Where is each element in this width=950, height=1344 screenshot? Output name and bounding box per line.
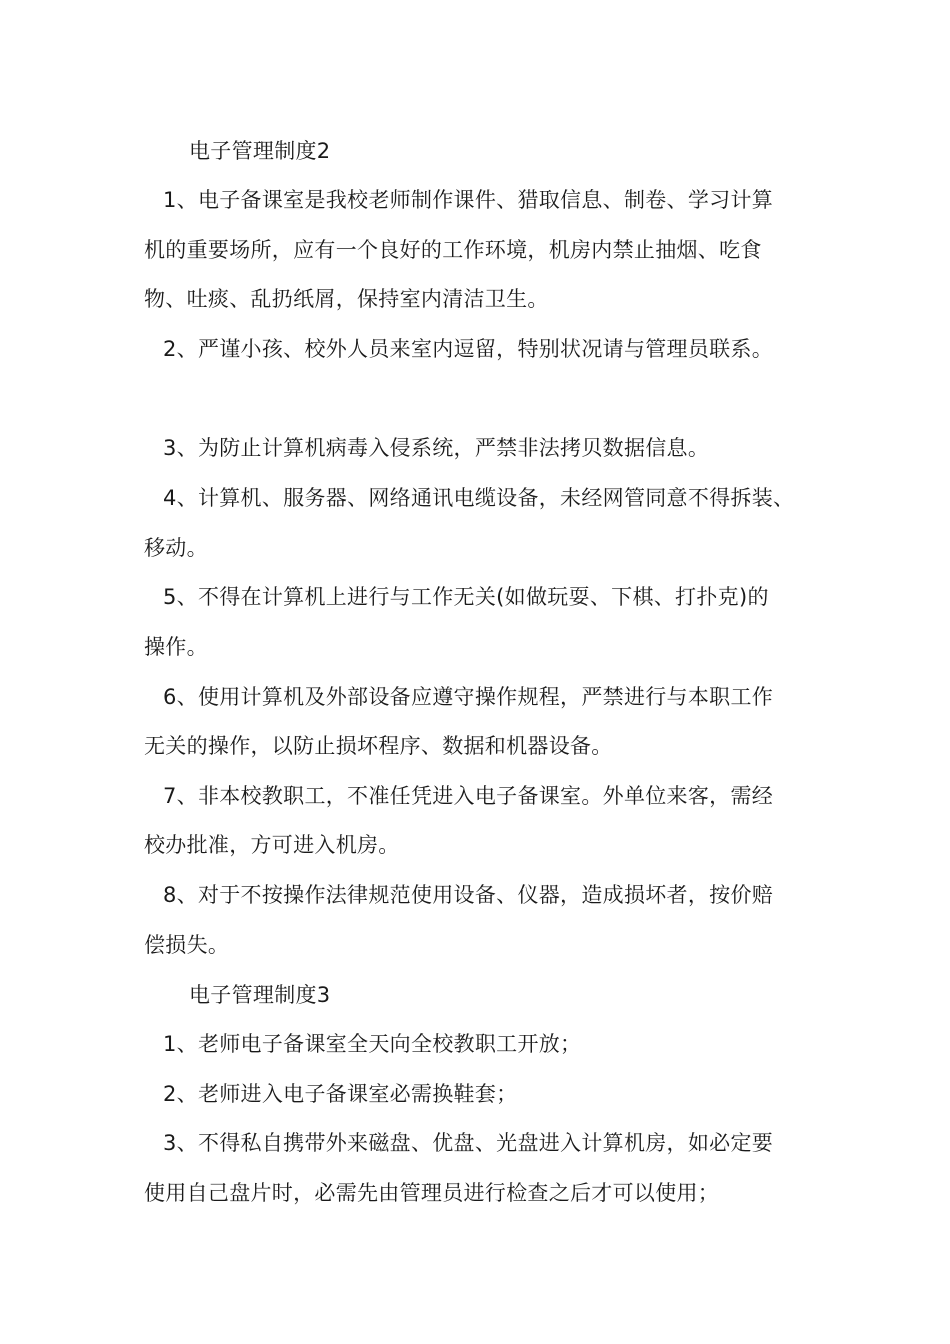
rule-3-1-line-1: 1、老师电子备课室全天向全校教职工开放；	[163, 1032, 582, 1056]
rule-2-4-line-2: 移动。	[144, 536, 208, 560]
rule-3-3-line-2: 使用自己盘片时，必需先由管理员进行检查之后才可以使用；	[144, 1181, 720, 1205]
rule-2-8-line-2: 偿损失。	[144, 933, 230, 957]
rule-2-1-line-2: 机的重要场所，应有一个良好的工作环境，机房内禁止抽烟、吃食	[144, 238, 762, 262]
rule-3-3-line-1: 3、不得私自携带外来磁盘、优盘、光盘进入计算机房，如必定要	[163, 1131, 774, 1155]
rule-2-1-line-1: 1、电子备课室是我校老师制作课件、猎取信息、制卷、学习计算	[163, 188, 774, 212]
section-title-2: 电子管理制度2	[189, 139, 331, 163]
rule-2-5-line-2: 操作。	[144, 635, 208, 659]
rule-2-1-line-3: 物、吐痰、乱扔纸屑，保持室内清洁卫生。	[144, 287, 549, 311]
rule-2-4-line-1: 4、计算机、服务器、网络通讯电缆设备，未经网管同意不得拆装、	[163, 486, 795, 510]
rule-2-6-line-2: 无关的操作，以防止损坏程序、数据和机器设备。	[144, 734, 613, 758]
rule-3-2-line-1: 2、老师进入电子备课室必需换鞋套；	[163, 1082, 518, 1106]
rule-2-7-line-2: 校办批准，方可进入机房。	[144, 833, 400, 857]
rule-2-6-line-1: 6、使用计算机及外部设备应遵守操作规程，严禁进行与本职工作	[163, 685, 774, 709]
rule-2-5-line-1: 5、不得在计算机上进行与工作无关(如做玩耍、下棋、打扑克)的	[163, 585, 769, 609]
rule-2-7-line-1: 7、非本校教职工，不准任凭进入电子备课室。外单位来客，需经	[163, 784, 774, 808]
rule-2-8-line-1: 8、对于不按操作法律规范使用设备、仪器，造成损坏者，按价赔	[163, 883, 774, 907]
rule-2-2-line-1: 2、严谨小孩、校外人员来室内逗留，特别状况请与管理员联系。	[163, 337, 774, 361]
rule-2-3-line-1: 3、为防止计算机病毒入侵系统，严禁非法拷贝数据信息。	[163, 436, 710, 460]
section-title-3: 电子管理制度3	[189, 983, 331, 1007]
